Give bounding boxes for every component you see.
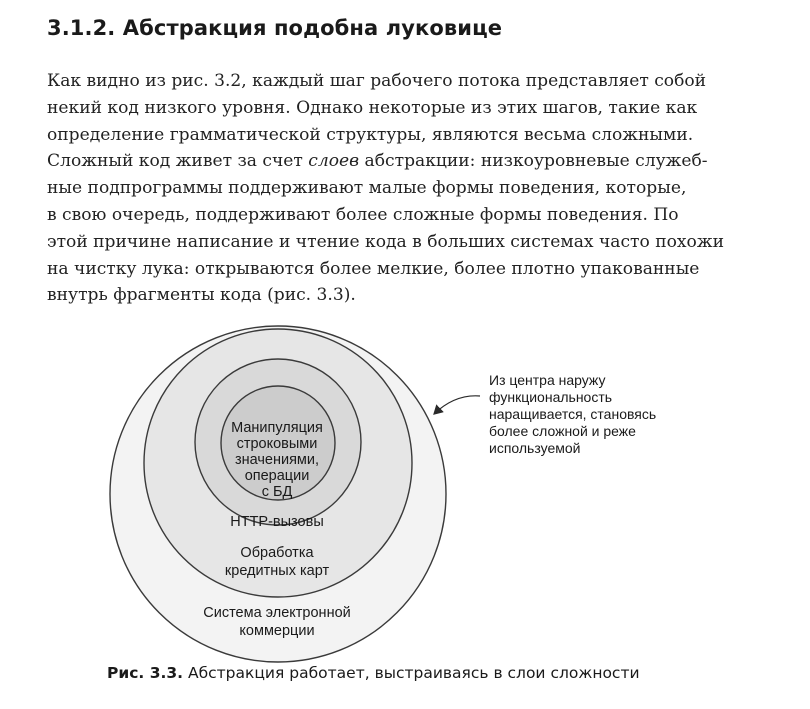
note-line: функциональность xyxy=(489,389,613,405)
http-layer-label: HTTP-вызовы xyxy=(230,514,324,530)
note-line: Из центра наружу xyxy=(489,372,606,388)
paragraph-line: определение грамматической структуры, являются весьма сложными. xyxy=(47,124,694,145)
layer-label: Манипуляция xyxy=(231,420,323,436)
paragraph-line: Как видно из рис. 3.2, каждый шаг рабочего потока представляет собой xyxy=(47,71,707,91)
paragraph-text: Сложный код живет за счет xyxy=(47,151,309,172)
paragraph-line: ные подпрограммы поддерживают малые формы поведения, которые, xyxy=(47,178,687,199)
note-line: более сложной и реже xyxy=(489,423,636,439)
paragraph-line: внутрь фрагменты кода (рис. 3.3). xyxy=(47,285,356,306)
layer-label: значениями, xyxy=(234,452,320,468)
pointer-arrow xyxy=(434,396,480,414)
paragraph-line: этой причине написание и чтение кода в больших системах часто похожи xyxy=(47,231,724,252)
layer-label: Система электронной xyxy=(203,605,351,621)
figure-caption xyxy=(107,664,640,682)
paragraph-text: абстракции: низкоуровневые служеб- xyxy=(359,151,708,172)
paragraph-line: некий код низкого уровня. Однако некоторые из этих шагов, такие как xyxy=(47,97,698,118)
note-line: используемой xyxy=(489,440,581,456)
caption-text: Абстракция работает, выстраиваясь в слои сложности xyxy=(183,664,640,682)
caption-label: Рис. 3.3. xyxy=(107,664,184,682)
paragraph-line: в свою очередь, поддерживают более сложные формы поведения. По xyxy=(47,204,679,225)
layer-label: с БД xyxy=(261,484,293,500)
paragraph-line: на чистку лука: открываются более мелкие, более плотно упакованные xyxy=(47,258,700,279)
italic-term: слоев xyxy=(308,151,360,172)
layer-label: строковыми xyxy=(236,436,318,452)
layer-label: кредитных карт xyxy=(224,563,330,579)
layer-label: операции xyxy=(244,468,310,484)
layer-label: Обработка xyxy=(240,545,314,561)
layer-label: коммерции xyxy=(239,623,315,639)
annotation-note xyxy=(489,372,656,456)
note-line: наращивается, становясь xyxy=(489,406,657,422)
section-heading: 3.1.2. Абстракция подобна луковице xyxy=(47,16,503,40)
